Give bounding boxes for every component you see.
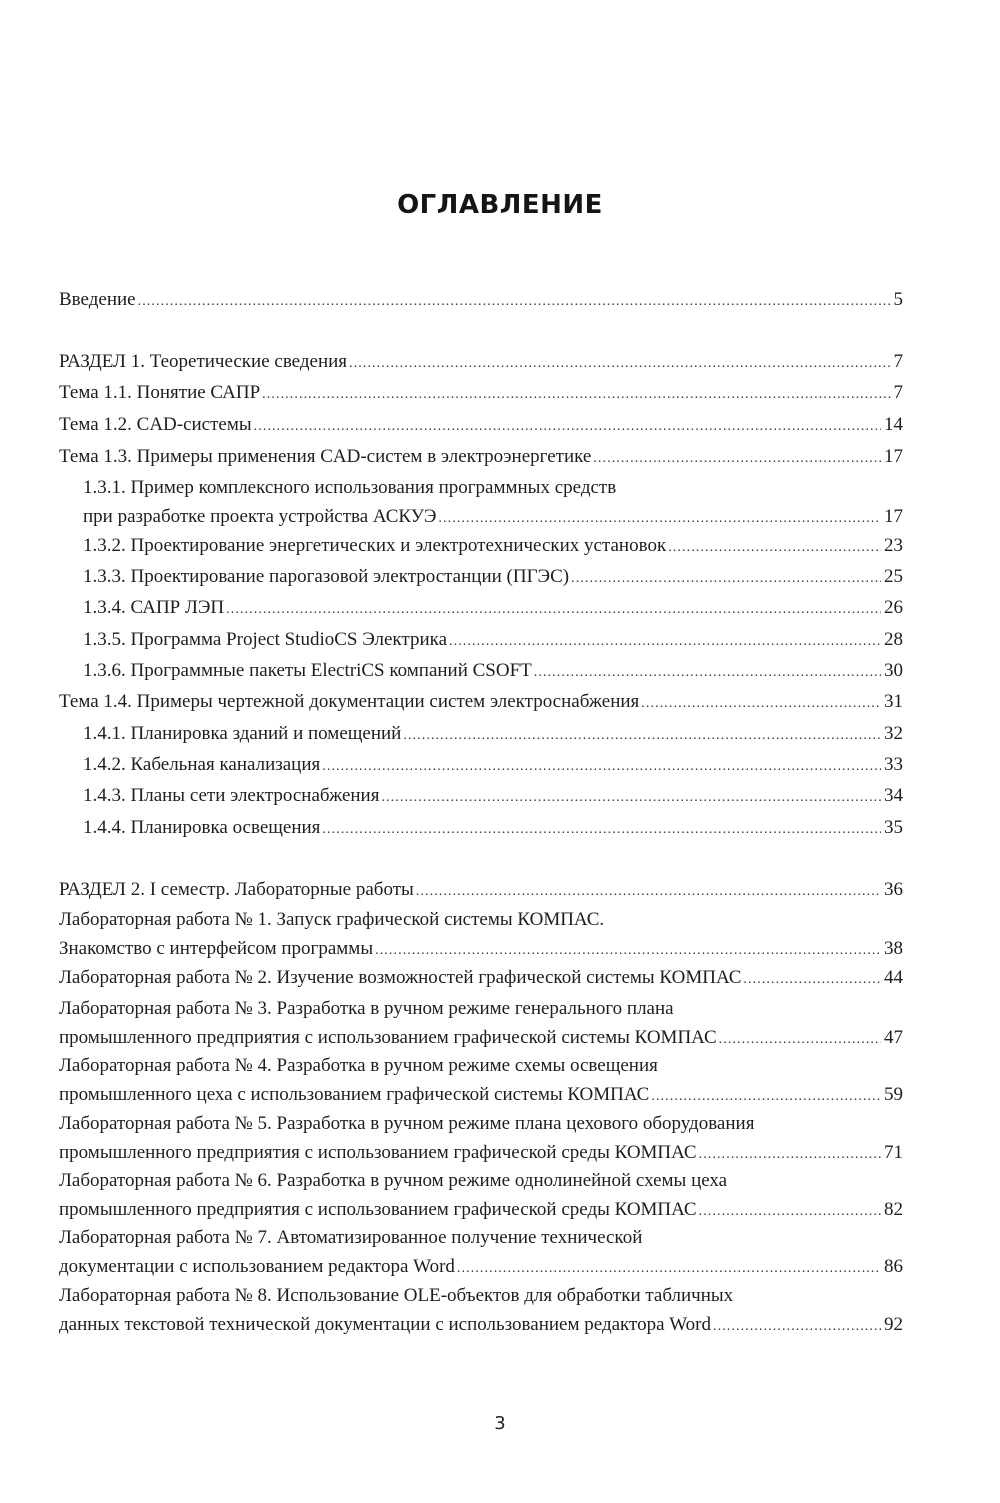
toc-entry-title: промышленного цеха с использованием графической системы КОМПАС	[59, 1084, 650, 1105]
toc-entry-line	[83, 658, 903, 685]
toc-entry-line	[59, 965, 903, 992]
toc-entry-page: 31	[884, 691, 903, 712]
toc-entry-page: 17	[884, 506, 903, 527]
toc-entry-line	[59, 1082, 903, 1109]
toc-entry-title: Тема 1.2. CAD-системы	[59, 414, 252, 435]
toc-entry-title: 1.3.3. Проектирование парогазовой электростанции (ПГЭС)	[83, 566, 570, 587]
dot-leader	[226, 597, 881, 622]
toc-entry-line	[83, 752, 903, 779]
dot-leader	[349, 351, 890, 376]
toc-entry-title: 1.3.5. Программа Project StudioCS Электрика	[83, 629, 447, 650]
toc-entry-title: Лабораторная работа № 8. Использование OLE-объектов для обработки табличных	[59, 1285, 734, 1306]
toc-entry-page: 36	[884, 879, 903, 900]
toc-entry-title: Лабораторная работа № 5. Разработка в ручном режиме плана цехового оборудования	[59, 1113, 755, 1134]
toc-entry-title: Знакомство с интерфейсом программы	[59, 938, 374, 959]
toc-entry-page: 92	[884, 1314, 903, 1335]
toc-entry-line	[59, 1254, 903, 1281]
toc-entry-page: 38	[884, 938, 903, 959]
toc-entry-title: Тема 1.1. Понятие САПР	[59, 382, 261, 403]
dot-leader	[719, 1027, 881, 1052]
toc-entry-page: 86	[884, 1256, 903, 1277]
toc-entry-line	[59, 1283, 903, 1308]
toc-entry-line	[83, 504, 903, 531]
toc-entry-title: Тема 1.3. Примеры применения CAD-систем в электроэнергетике	[59, 446, 592, 467]
page-title: ОГЛАВЛЕНИЕ	[397, 190, 603, 220]
dot-leader	[699, 1199, 881, 1224]
toc-entry-title: 1.3.4. САПР ЛЭП	[83, 597, 225, 618]
toc-entry-title: Лабораторная работа № 2. Изучение возможностей графической системы КОМПАС	[59, 967, 742, 988]
toc-entry-line	[83, 595, 903, 622]
toc-entry-title: Тема 1.4. Примеры чертежной документации систем электроснабжения	[59, 691, 640, 712]
toc-entry-line	[59, 907, 903, 932]
toc-entry-title: документации с использованием редактора Word	[59, 1256, 455, 1277]
toc-entry-line	[59, 412, 903, 439]
dot-leader	[571, 566, 881, 591]
toc-entry-page: 47	[884, 1027, 903, 1048]
toc-entry-title: 1.4.4. Планировка освещения	[83, 817, 321, 838]
dot-leader	[438, 506, 881, 531]
toc-entry-line	[59, 936, 903, 963]
toc-entry-line	[59, 1025, 903, 1052]
toc-entry-page: 30	[884, 660, 903, 681]
dot-leader	[668, 535, 881, 560]
toc-entry-title: 1.3.2. Проектирование энергетических и электротехнических установок	[83, 535, 667, 556]
toc-entry-title: 1.3.1. Пример комплексного использования программных средств	[83, 477, 617, 498]
toc-entry-line	[83, 815, 903, 842]
toc-entry-line	[59, 996, 903, 1021]
toc-entry-page: 34	[884, 785, 903, 806]
dot-leader	[381, 785, 881, 810]
dot-leader	[262, 382, 890, 407]
toc-entry-title: Лабораторная работа № 6. Разработка в ручном режиме однолинейной схемы цеха	[59, 1170, 728, 1191]
toc-entry-line	[59, 1312, 903, 1339]
toc-entry-title: 1.4.1. Планировка зданий и помещений	[83, 723, 402, 744]
toc-entry-line	[59, 1053, 903, 1078]
toc-entry-page: 82	[884, 1199, 903, 1220]
dot-leader	[375, 938, 881, 963]
toc-entry-title: промышленного предприятия с использованием графической среды КОМПАС	[59, 1142, 697, 1163]
toc-entry-page: 32	[884, 723, 903, 744]
toc-entry-page: 28	[884, 629, 903, 650]
toc-entry-title: Введение	[59, 289, 136, 310]
toc-entry-title: промышленного предприятия с использованием графической среды КОМПАС	[59, 1199, 697, 1220]
dot-leader	[457, 1256, 881, 1281]
toc-entry-title: 1.4.2. Кабельная канализация	[83, 754, 321, 775]
toc-entry-page: 35	[884, 817, 903, 838]
dot-leader	[534, 660, 881, 685]
toc-entry-line	[59, 1168, 903, 1193]
toc-entry-line	[59, 380, 903, 407]
toc-entry-title: Лабораторная работа № 3. Разработка в ручном режиме генерального плана	[59, 998, 674, 1019]
toc-entry-page: 25	[884, 566, 903, 587]
toc-entry-title: 1.4.3. Планы сети электроснабжения	[83, 785, 380, 806]
toc-entry-line	[83, 475, 903, 500]
dot-leader	[593, 446, 881, 471]
toc-entry-line	[59, 287, 903, 314]
dot-leader	[403, 723, 881, 748]
toc-entry-line	[59, 349, 903, 376]
toc-entry-line	[83, 564, 903, 591]
toc-entry-line	[59, 1197, 903, 1224]
page-number: 3	[494, 1413, 506, 1434]
dot-leader	[138, 289, 891, 314]
toc-entry-title: данных текстовой технической документации с использованием редактора Word	[59, 1314, 711, 1335]
toc-entry-line	[83, 783, 903, 810]
toc-entry-page: 7	[893, 351, 903, 372]
dot-leader	[322, 754, 881, 779]
dot-leader	[322, 817, 881, 842]
toc-entry-title: Лабораторная работа № 1. Запуск графической системы КОМПАС.	[59, 909, 605, 930]
dot-leader	[713, 1314, 881, 1339]
toc-entry-page: 33	[884, 754, 903, 775]
dot-leader	[254, 414, 881, 439]
toc-entry-line	[59, 1111, 903, 1136]
toc-entry-line	[59, 1140, 903, 1167]
toc-entry-page: 59	[884, 1084, 903, 1105]
toc-entry-page: 5	[893, 289, 903, 310]
toc-entry-page: 14	[884, 414, 903, 435]
toc-entry-page: 17	[884, 446, 903, 467]
toc-entry-title: РАЗДЕЛ 2. I семестр. Лабораторные работы	[59, 879, 414, 900]
toc-entry-line	[59, 1225, 903, 1250]
toc-entry-title: 1.3.6. Программные пакеты ElectriCS компаний CSOFT	[83, 660, 532, 681]
dot-leader	[449, 629, 881, 654]
toc-entry-title: РАЗДЕЛ 1. Теоретические сведения	[59, 351, 348, 372]
toc-entry-page: 26	[884, 597, 903, 618]
toc-entry-line	[83, 533, 903, 560]
toc-entry-title: при разработке проекта устройства АСКУЭ	[83, 506, 437, 527]
toc-entry-page: 7	[893, 382, 903, 403]
dot-leader	[699, 1142, 881, 1167]
dot-leader	[641, 691, 881, 716]
toc-entry-title: Лабораторная работа № 4. Разработка в ручном режиме схемы освещения	[59, 1055, 658, 1076]
toc-entry-title: Лабораторная работа № 7. Автоматизированное получение технической	[59, 1227, 643, 1248]
toc-entry-page: 23	[884, 535, 903, 556]
toc-entry-line	[59, 877, 903, 904]
toc-entry-page: 71	[884, 1142, 903, 1163]
dot-leader	[743, 967, 881, 992]
toc-entry-line	[59, 444, 903, 471]
dot-leader	[651, 1084, 881, 1109]
toc-entry-line	[83, 721, 903, 748]
toc-entry-title: промышленного предприятия с использованием графической системы КОМПАС	[59, 1027, 717, 1048]
toc-entry-page: 44	[884, 967, 903, 988]
dot-leader	[416, 879, 881, 904]
toc-entry-line	[83, 627, 903, 654]
toc-entry-line	[59, 689, 903, 716]
